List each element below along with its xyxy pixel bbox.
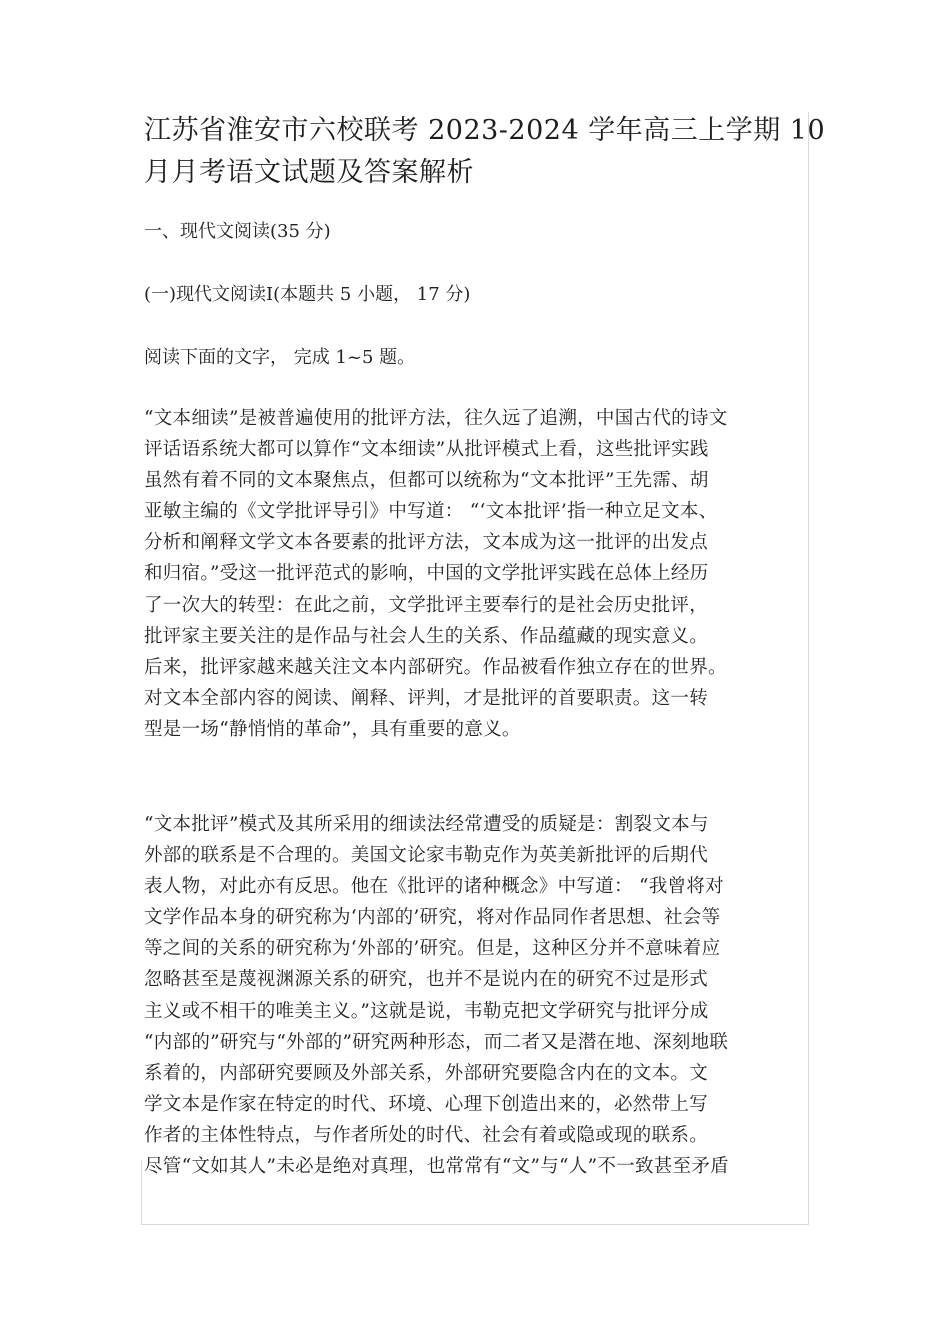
paragraph-line: 虽然有着不同的文本聚焦点，但都可以统称为“文本批评”王先霈、胡	[144, 470, 709, 492]
page-border-left	[141, 1160, 142, 1225]
paragraph-line: 亚敏主编的《文学批评导引》中写道： “‘文本批评’指一种立足文本、	[144, 501, 718, 523]
page-border-right	[808, 112, 809, 1225]
paragraph-line: 忽略甚至是蔑视渊源关系的研究，也并不是说内在的研究不过是形式	[144, 969, 709, 991]
paragraph-1	[144, 403, 728, 745]
subsection-heading: (一)现代文阅读Ⅰ(本题共 5 小题， 17 分)	[144, 284, 471, 305]
paragraph-line: 分析和阐释文学文本各要素的批评方法，文本成为这一批评的出发点	[144, 532, 709, 554]
paragraph-line: 和归宿。”受这一批评范式的影响，中国的文学批评实践在总体上经历	[144, 563, 709, 585]
paragraph-line: 批评家主要关注的是作品与社会人生的关系、作品蕴藏的现实意义。	[144, 625, 709, 647]
paragraph-line: 对文本全部内容的阅读、阐释、评判，才是批评的首要职责。这一转	[144, 687, 709, 709]
paragraph-2	[144, 809, 729, 1182]
paragraph-line: “内部的”研究与“外部的”研究两种形态，而二者又是潜在地、深刻地联	[144, 1031, 729, 1053]
paragraph-line: 作者的主体性特点，与作者所处的时代、社会有着或隐或现的联系。	[144, 1124, 709, 1146]
title-line-1: 江苏省淮安市六校联考 2023-2024 学年高三上学期 10	[144, 115, 826, 146]
title-line-2: 月月考语文试题及答案解析	[144, 157, 474, 188]
section-heading: 一、现代文阅读(35 分)	[144, 221, 331, 242]
paragraph-line: 表人物，对此亦有反思。他在《批评的诸种概念》中写道： “我曾将对	[144, 876, 724, 898]
paragraph-line: 外部的联系是不合理的。美国文论家韦勒克作为英美新批评的后期代	[144, 845, 709, 867]
reading-instruction: 阅读下面的文字， 完成 1~5 题。	[144, 347, 416, 368]
paragraph-line: “文本批评”模式及其所采用的细读法经常遭受的质疑是：割裂文本与	[144, 814, 709, 835]
paragraph-line: 文学作品本身的研究称为‘内部的’研究，将对作品同作者思想、社会等	[144, 907, 721, 929]
paragraph-line: “文本细读”是被普遍使用的批评方法，往久远了追溯，中国古代的诗文	[144, 408, 728, 429]
paragraph-line: 尽管“文如其人”未必是绝对真理，也常常有“文”与“人”不一致甚至矛盾	[144, 1156, 729, 1178]
paragraph-line: 评话语系统大都可以算作“文本细读”从批评模式上看，这些批评实践	[144, 439, 709, 461]
document-title	[144, 110, 844, 194]
paragraph-line: 主义或不相干的唯美主义。”这就是说，韦勒克把文学研究与批评分成	[144, 1000, 709, 1022]
paragraph-line: 型是一场“静悄悄的革命”，具有重要的意义。	[144, 718, 521, 740]
paragraph-line: 学文本是作家在特定的时代、环境、心理下创造出来的，必然带上写	[144, 1093, 709, 1115]
page-border-bottom	[141, 1224, 809, 1225]
paragraph-line: 了一次大的转型：在此之前，文学批评主要奉行的是社会历史批评，	[144, 594, 709, 616]
paragraph-line: 系着的，内部研究要顾及外部关系，外部研究要隐含内在的文本。文	[144, 1062, 709, 1084]
paragraph-line: 后来，批评家越来越关注文本内部研究。作品被看作独立存在的世界。	[144, 656, 727, 678]
paragraph-line: 等之间的关系的研究称为‘外部的’研究。但是，这种区分并不意味着应	[144, 938, 721, 960]
